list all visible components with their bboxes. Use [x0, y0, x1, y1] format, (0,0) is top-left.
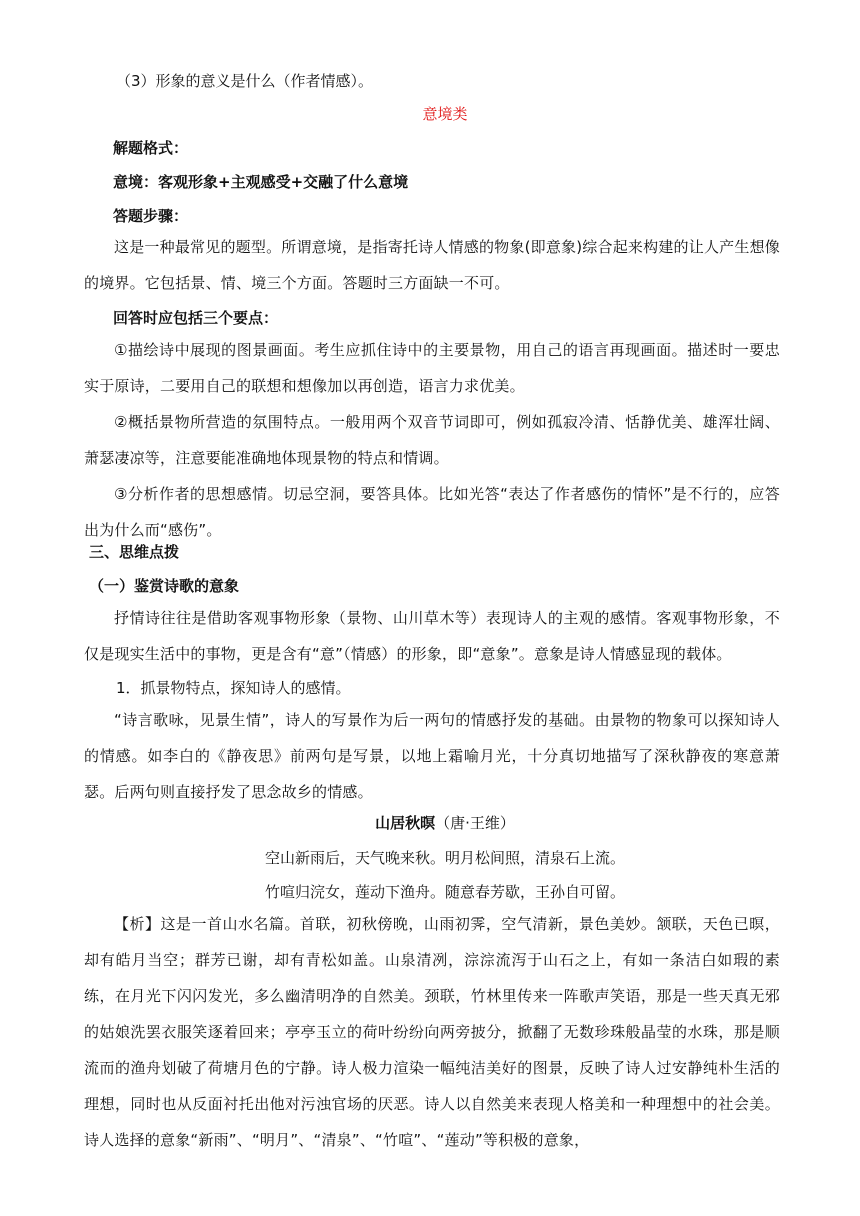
- poem-heading: [0, 813, 860, 833]
- imagery-paragraph: 抒情诗往往是借助客观事物形象（景物、山川草木等）表现诗人的主观的感情。客观事物形象，不仅是现实生活中的事物，更是含有“意”（情感）的形象，即“意象”。意象是诗人情感显现的载体。: [84, 609, 780, 663]
- poem-line-1: 空山新雨后，天气晚来秋。明月松间照，清泉石上流。: [264, 849, 625, 867]
- section-title-yijing: 意境类: [422, 105, 468, 123]
- scenery-paragraph: “诗言歌咏，见景生情”，诗人的写景作为后一两句的情感抒发的基础。由景物的物象可以探知诗人的情感。如李白的《静夜思》前两句是写景，以地上霜喻月光，十分真切地描写了深秋静夜的寒意萧瑟。后两句则直接抒发了思念故乡的情感。: [84, 711, 780, 801]
- item-3-text: （3）形象的意义是什么（作者情感）。: [116, 72, 374, 90]
- analysis-text: 这是一首山水名篇。首联，初秋傍晚，山雨初霁，空气清新，景色美妙。颔联，天色已暝，却有皓月当空；群芳已谢，却有青松如盖。山泉清冽，淙淙流泻于山石之上，有如一条洁白如瑕的素练，在月光下闪闪发光，多么幽清明净的自然美。颈联，竹林里传来一阵歌声笑语，那是一些天真无邪的姑娘洗罢衣服笑逐着回来；亭亭玉立的荷叶纷纷向两旁披分，掀翻了无数珍珠般晶莹的水珠，那是顺流而的渔舟划破了荷塘月色的宁静。诗人极力渲染一幅纯洁美好的图景，反映了诗人过安静纯朴生活的理想，同时也从反面衬托出他对污浊官场的厌恶。诗人以自然美来表现人格美和一种理想中的社会美。诗人选择的意象“新雨”、“明月”、“清泉”、“竹喧”、“莲动”等积极的意象，: [84, 915, 780, 1149]
- point-3-paragraph: ③分析作者的思想感情。切忌空洞，要答具体。比如光答“表达了作者感伤的情怀”是不行的，应答出为什么而“感伤”。: [84, 485, 780, 539]
- analysis-paragraph: [84, 906, 780, 1158]
- intro-paragraph: 这是一种最常见的题型。所谓意境，是指寄托诗人情感的物象(即意象)综合起来构建的让人产生想像的境界。它包括景、情、境三个方面。答题时三方面缺一不可。: [84, 238, 780, 292]
- section-three-heading: 三、思维点拨: [89, 543, 180, 561]
- steps-label: 答题步骤：: [113, 207, 189, 225]
- analysis-label: 【析】: [114, 915, 161, 933]
- subsection-1-heading: （一）鉴赏诗歌的意象: [89, 577, 240, 595]
- points-label: 回答时应包括三个要点：: [113, 309, 279, 327]
- point-2-paragraph: ②概括景物所营造的氛围特点。一般用两个双音节词即可，例如孤寂冷清、恬静优美、雄浑壮阔、萧瑟凄凉等，注意要能准确地体现景物的特点和情调。: [84, 413, 780, 467]
- poem-author: （唐·王维）: [435, 814, 515, 832]
- formula-text: 意境：客观形象+主观感受+交融了什么意境: [113, 173, 409, 191]
- point-1-paragraph: ①描绘诗中展现的图景画面。考生应抓住诗中的主要景物，用自己的语言再现画面。描述时一要忠实于原诗，二要用自己的联想和想像加以再创造，语言力求优美。: [84, 341, 780, 395]
- format-label: 解题格式：: [113, 139, 189, 157]
- poem-title: 山居秋暝: [375, 814, 436, 832]
- poem-line-2: 竹喧归浣女，莲动下渔舟。随意春芳歇，王孙自可留。: [264, 883, 625, 901]
- item-1-text: 1．抓景物特点，探知诗人的感情。: [116, 679, 351, 697]
